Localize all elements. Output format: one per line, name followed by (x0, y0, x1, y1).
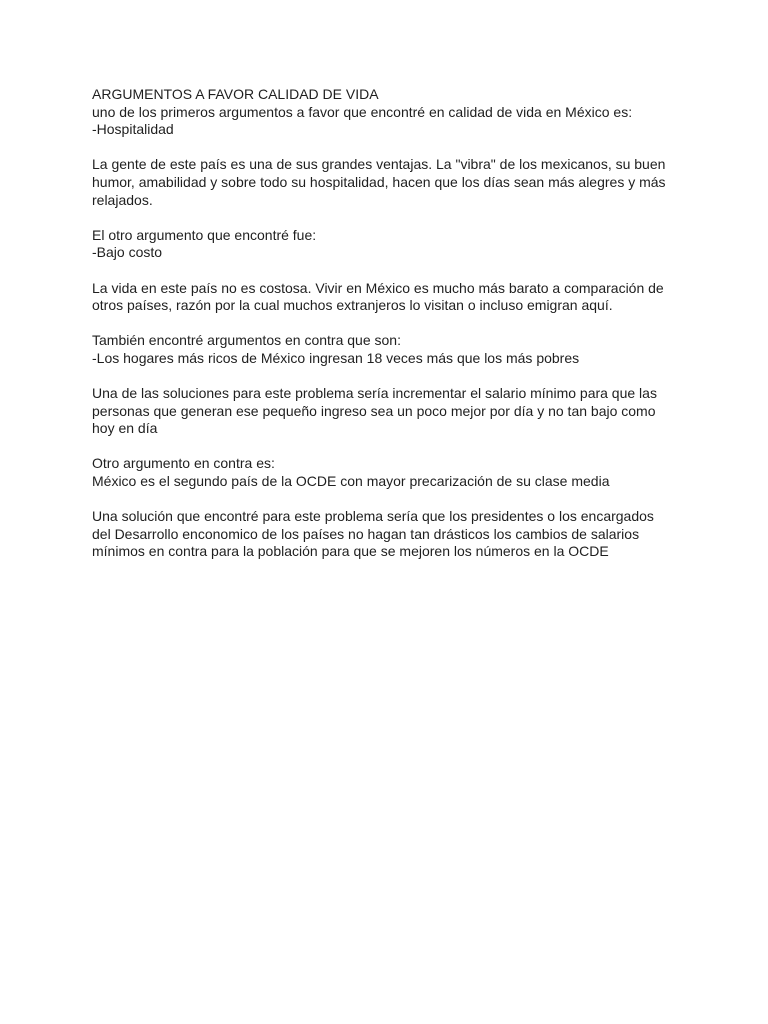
paragraph-8 (92, 508, 682, 561)
text-line: relajados. (92, 191, 153, 208)
text-line: -Bajo costo (92, 244, 163, 261)
text-line: La gente de este país es una de sus grandes ventajas. La "vibra" de los mexicanos, su buen (92, 156, 666, 173)
text-line: del Desarrollo enconomico de los países no hagan tan drásticos los cambios de salarios (92, 525, 640, 542)
text-line: Una solución que encontré para este problema sería que los presidentes o los encargados (92, 508, 654, 525)
text-line: personas que generan ese pequeño ingreso sea un poco mejor por día y no tan bajo como (92, 402, 656, 419)
text-line: El otro argumento que encontré fue: (92, 226, 317, 243)
text-line: uno de los primeros argumentos a favor que encontré en calidad de vida en México es: (92, 103, 633, 120)
text-line: humor, amabilidad y sobre todo su hospitalidad, hacen que los días sean más alegres y más (92, 173, 666, 190)
text-line: mínimos en contra para la población para que se mejoren los números en la OCDE (92, 543, 609, 560)
text-line: La vida en este país no es costosa. Vivir en México es mucho más barato a comparación de (92, 279, 664, 296)
paragraph-6 (92, 385, 682, 438)
text-line: hoy en día (92, 420, 158, 437)
paragraph-1 (92, 86, 682, 139)
paragraph-5 (92, 332, 682, 367)
text-line: Otro argumento en contra es: (92, 455, 275, 472)
paragraph-3 (92, 227, 682, 262)
paragraph-7 (92, 455, 682, 490)
paragraph-4 (92, 280, 682, 315)
paragraph-2 (92, 156, 682, 209)
document-body (92, 86, 682, 579)
document-title: ARGUMENTOS A FAVOR CALIDAD DE VIDA (92, 86, 379, 102)
text-line: otros países, razón por la cual muchos extranjeros lo visitan o incluso emigran aquí. (92, 297, 613, 314)
text-line: -Los hogares más ricos de México ingresan 18 veces más que los más pobres (92, 349, 580, 366)
text-line: Una de las soluciones para este problema sería incrementar el salario mínimo para que las (92, 385, 657, 402)
text-line: -Hospitalidad (92, 121, 174, 138)
text-line: También encontré argumentos en contra que son: (92, 332, 401, 349)
text-line: México es el segundo país de la OCDE con mayor precarización de su clase media (92, 473, 610, 490)
